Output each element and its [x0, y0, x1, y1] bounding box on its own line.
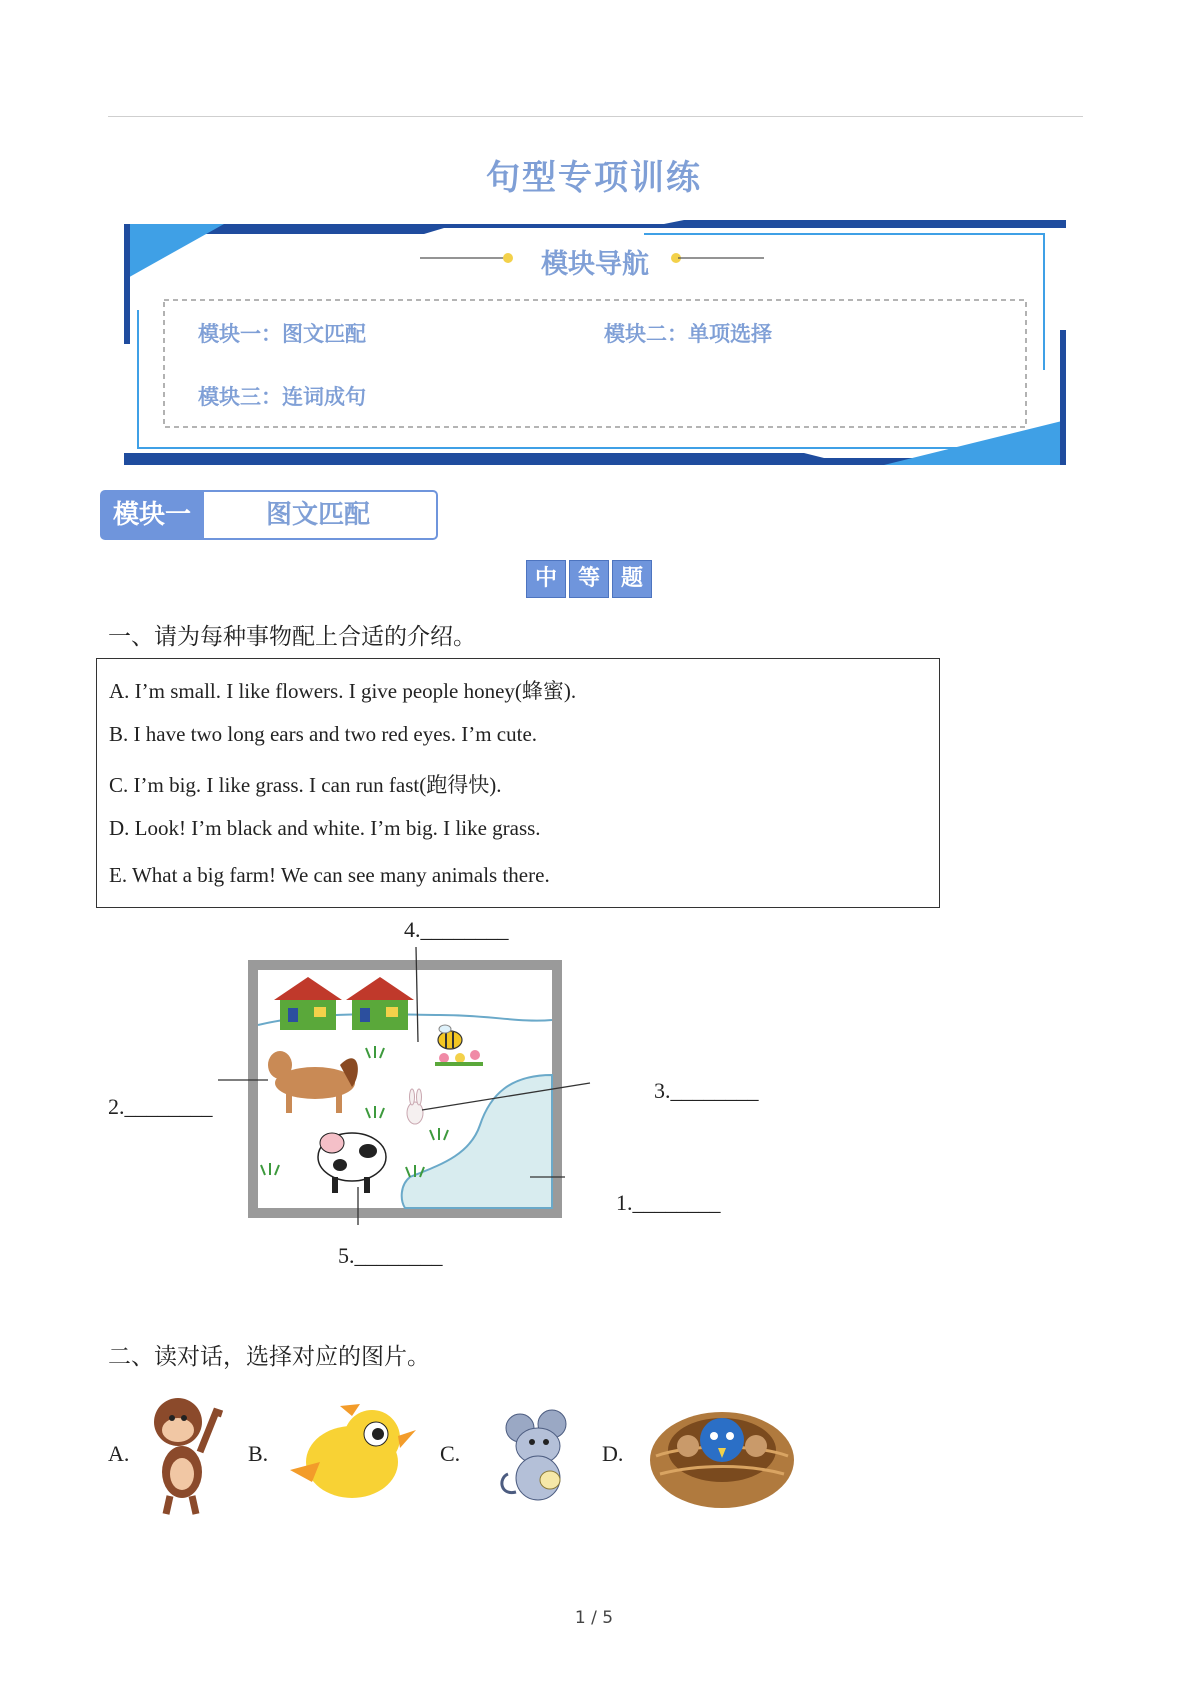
difficulty-char: 等	[569, 560, 609, 598]
page-number: 1 / 5	[574, 1608, 614, 1628]
nav-item-module3[interactable]: 模块三：连词成句	[198, 385, 366, 409]
picture-label-d: D.	[602, 1441, 624, 1466]
nav-title: 模块导航	[541, 249, 649, 280]
blank-3[interactable]: 3.________	[654, 1078, 759, 1103]
module-tab	[100, 490, 440, 540]
options-box	[96, 658, 940, 908]
option-d: D. Look! I’m black and white. I’m big. I like grass.	[109, 816, 541, 840]
picture-label-b: B.	[248, 1441, 269, 1466]
blank-1[interactable]: 1.________	[616, 1190, 721, 1215]
blank-4[interactable]: 4.________	[404, 917, 509, 942]
blank-5[interactable]: 5.________	[338, 1243, 443, 1268]
bird-nest-icon	[648, 1394, 796, 1512]
module-number: 模块一	[100, 490, 204, 540]
blank-2[interactable]: 2.________	[108, 1094, 213, 1119]
picture-label-a: A.	[108, 1441, 130, 1466]
mouse-icon	[494, 1408, 584, 1504]
option-e: E. What a big farm! We can see many animals there.	[109, 863, 550, 887]
difficulty-char: 题	[612, 560, 652, 598]
option-a: A. I’m small. I like flowers. I give people honey(蜂蜜).	[109, 679, 577, 703]
picture-label-c: C.	[440, 1441, 461, 1466]
nav-item-module2[interactable]: 模块二：单项选择	[604, 322, 772, 346]
document-title: 句型专项训练	[486, 158, 702, 198]
module-name: 图文匹配	[200, 490, 438, 540]
option-c: C. I’m big. I like grass. I can run fast(跑得快).	[109, 773, 502, 797]
difficulty-char: 中	[526, 560, 566, 598]
chick-icon	[290, 1400, 420, 1505]
question-2-title: 二、读对话，选择对应的图片。	[108, 1344, 430, 1370]
header-rule	[108, 116, 1083, 117]
monkey-icon	[146, 1392, 230, 1516]
option-b: B. I have two long ears and two red eyes. I’m cute.	[109, 722, 538, 746]
question-1-title: 一、请为每种事物配上合适的介绍。	[108, 624, 476, 650]
difficulty-badge	[526, 560, 652, 598]
nav-item-module1[interactable]: 模块一：图文匹配	[198, 322, 366, 346]
